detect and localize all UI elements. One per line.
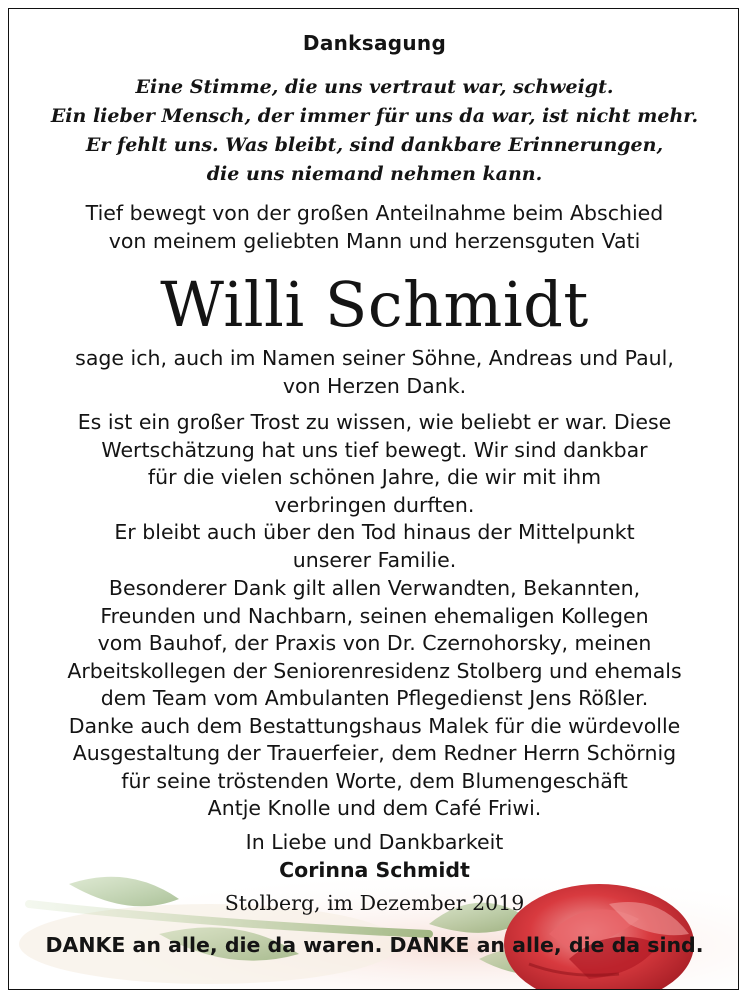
poem-line: Ein lieber Mensch, der immer für uns da war, ist nicht mehr.: [50, 105, 699, 127]
special-thanks-text: [9, 575, 739, 823]
intro-line: Tief bewegt von der großen Anteilnahme beim Abschied: [85, 201, 664, 225]
special-thanks-line: dem Team vom Ambulanten Pflegedienst Jens Rößler.: [100, 686, 649, 710]
special-thanks-line: Antje Knolle und dem Café Friwi.: [207, 796, 542, 820]
memorial-poem: [9, 73, 739, 189]
intro-text: [9, 200, 739, 255]
special-thanks-line: Arbeitskollegen der Seniorenresidenz Stolberg und ehemals: [67, 658, 682, 683]
tribute-line: Es ist ein großer Trost zu wissen, wie beliebt er war. Diese: [77, 410, 672, 434]
tribute-line: verbringen durften.: [274, 492, 475, 517]
tribute-line: Er bleibt auch über den Tod hinaus der Mittelpunkt: [114, 520, 635, 544]
special-thanks-line: Freunden und Nachbarn, seinen ehemaligen Kollegen: [100, 603, 649, 628]
tribute-text: [9, 409, 739, 574]
tribute-line: unserer Familie.: [292, 547, 457, 572]
poem-line: die uns niemand nehmen kann.: [206, 163, 543, 185]
poem-line: Er fehlt uns. Was bleibt, sind dankbare Erinnerungen,: [85, 134, 664, 156]
poem-line: Eine Stimme, die uns vertraut war, schweigt.: [135, 76, 614, 98]
tribute-line: für die vielen schönen Jahre, die wir mit ihm: [147, 465, 602, 489]
intro-line: von meinem geliebten Mann und herzensguten Vati: [108, 228, 641, 253]
closing-line: DANKE an alle, die da waren. DANKE an alle, die da sind.: [45, 933, 704, 957]
thanks-line: sage ich, auch im Namen seiner Söhne, Andreas und Paul,: [75, 346, 674, 370]
place-date: Stolberg, im Dezember 2019: [224, 891, 525, 915]
heading: Danksagung: [302, 31, 447, 55]
signer-name: Corinna Schmidt: [279, 857, 470, 882]
tribute-line: Wertschätzung hat uns tief bewegt. Wir sind dankbar: [101, 437, 648, 462]
signoff: In Liebe und Dankbarkeit: [245, 830, 504, 854]
thanks-line: von Herzen Dank.: [282, 373, 467, 398]
thanks-text: [9, 345, 739, 400]
special-thanks-line: Ausgestaltung der Trauerfeier, dem Redner Herrn Schörnig: [72, 741, 677, 765]
special-thanks-line: für seine tröstenden Worte, dem Blumengeschäft: [121, 768, 628, 793]
signature-block: [9, 829, 739, 918]
special-thanks-line: Besonderer Dank gilt allen Verwandten, Bekannten,: [108, 576, 641, 600]
obituary-notice: [8, 8, 739, 990]
deceased-name: Willi Schmidt: [160, 268, 589, 341]
special-thanks-line: vom Bauhof, der Praxis von Dr. Czernohorsky, meinen: [97, 631, 652, 655]
special-thanks-line: Danke auch dem Bestattungshaus Malek für die würdevolle: [68, 713, 681, 738]
